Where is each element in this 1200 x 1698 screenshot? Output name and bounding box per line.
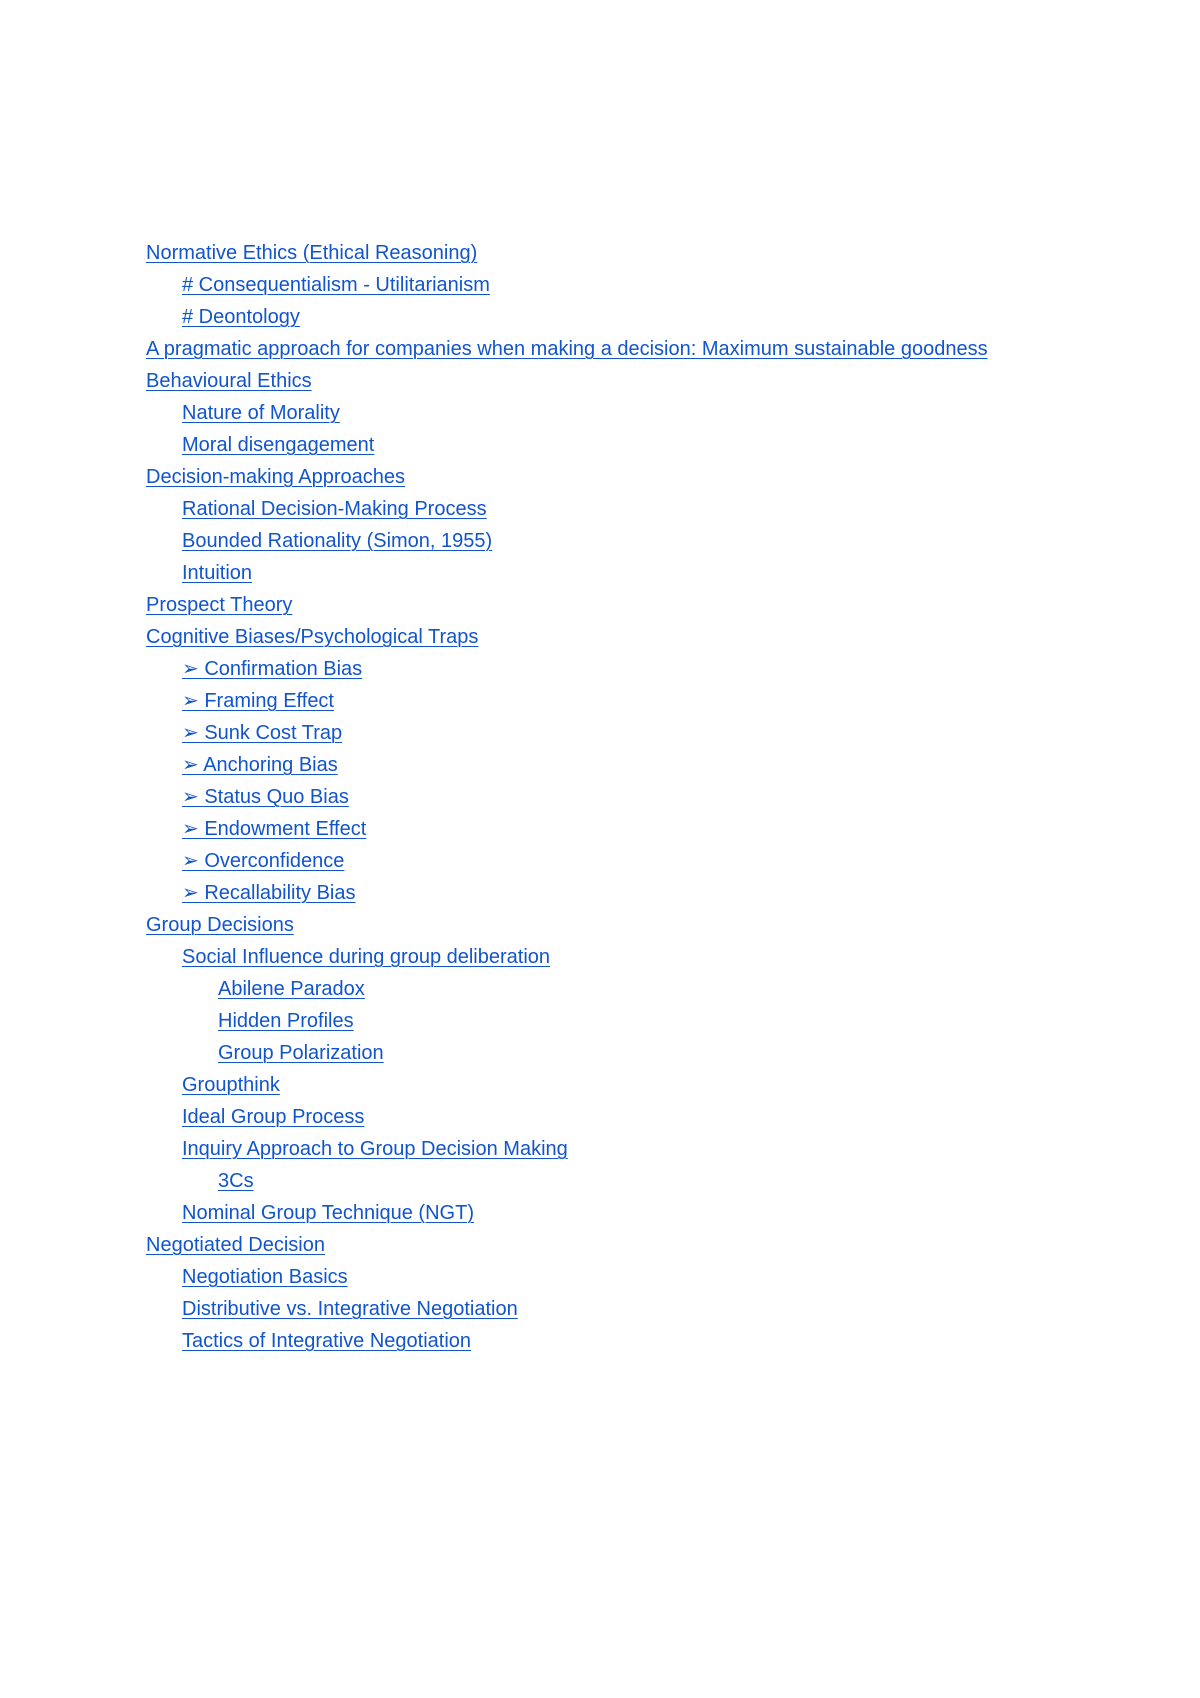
toc-link-groupthink[interactable]: Groupthink [182, 1074, 280, 1096]
toc-link-overconfidence[interactable]: ➢ Overconfidence [182, 850, 345, 872]
toc-link-confirmation-bias[interactable]: ➢ Confirmation Bias [182, 658, 363, 680]
toc-link-negotiation-basics[interactable]: Negotiation Basics [182, 1266, 348, 1288]
toc-link-group-polarization[interactable]: Group Polarization [218, 1042, 384, 1064]
toc-link-decision-making-approaches[interactable]: Decision-making Approaches [146, 466, 406, 488]
toc-link-negotiated-decision[interactable]: Negotiated Decision [146, 1234, 325, 1256]
toc-link-normative-ethics[interactable]: Normative Ethics (Ethical Reasoning) [146, 242, 478, 264]
toc-link-nominal-group-technique[interactable]: Nominal Group Technique (NGT) [182, 1202, 474, 1224]
toc-link-tactics-integrative[interactable]: Tactics of Integrative Negotiation [182, 1330, 472, 1352]
toc-link-endowment-effect[interactable]: ➢ Endowment Effect [182, 818, 367, 840]
toc-link-ideal-group-process[interactable]: Ideal Group Process [182, 1106, 365, 1128]
toc-link-inquiry-approach[interactable]: Inquiry Approach to Group Decision Making [182, 1138, 568, 1160]
toc-link-prospect-theory[interactable]: Prospect Theory [146, 594, 293, 616]
toc-link-framing-effect[interactable]: ➢ Framing Effect [182, 690, 334, 712]
toc-link-rational-decision-making[interactable]: Rational Decision-Making Process [182, 498, 487, 520]
toc-link-3cs[interactable]: 3Cs [218, 1170, 254, 1192]
table-of-contents [146, 240, 1006, 1360]
toc-link-recallability-bias[interactable]: ➢ Recallability Bias [182, 882, 356, 904]
toc-link-social-influence[interactable]: Social Influence during group deliberation [182, 946, 551, 968]
toc-link-intuition[interactable]: Intuition [182, 562, 253, 584]
toc-link-moral-disengagement[interactable]: Moral disengagement [182, 434, 375, 456]
toc-link-hidden-profiles[interactable]: Hidden Profiles [218, 1010, 354, 1032]
toc-link-distributive-vs-integrative[interactable]: Distributive vs. Integrative Negotiation [182, 1298, 518, 1320]
toc-link-bounded-rationality[interactable]: Bounded Rationality (Simon, 1955) [182, 530, 493, 552]
toc-link-pragmatic-approach[interactable]: A pragmatic approach for companies when making a decision: Maximum sustainable goodness [146, 338, 988, 360]
toc-link-sunk-cost-trap[interactable]: ➢ Sunk Cost Trap [182, 722, 343, 744]
toc-link-cognitive-biases[interactable]: Cognitive Biases/Psychological Traps [146, 626, 479, 648]
toc-link-status-quo-bias[interactable]: ➢ Status Quo Bias [182, 786, 349, 808]
toc-link-nature-of-morality[interactable]: Nature of Morality [182, 402, 340, 424]
toc-link-group-decisions[interactable]: Group Decisions [146, 914, 294, 936]
toc-link-deontology[interactable]: # Deontology [182, 306, 300, 328]
toc-link-consequentialism[interactable]: # Consequentialism - Utilitarianism [182, 274, 490, 296]
toc-link-behavioural-ethics[interactable]: Behavioural Ethics [146, 370, 312, 392]
toc-link-anchoring-bias[interactable]: ➢ Anchoring Bias [182, 754, 338, 776]
toc-link-abilene-paradox[interactable]: Abilene Paradox [218, 978, 365, 1000]
